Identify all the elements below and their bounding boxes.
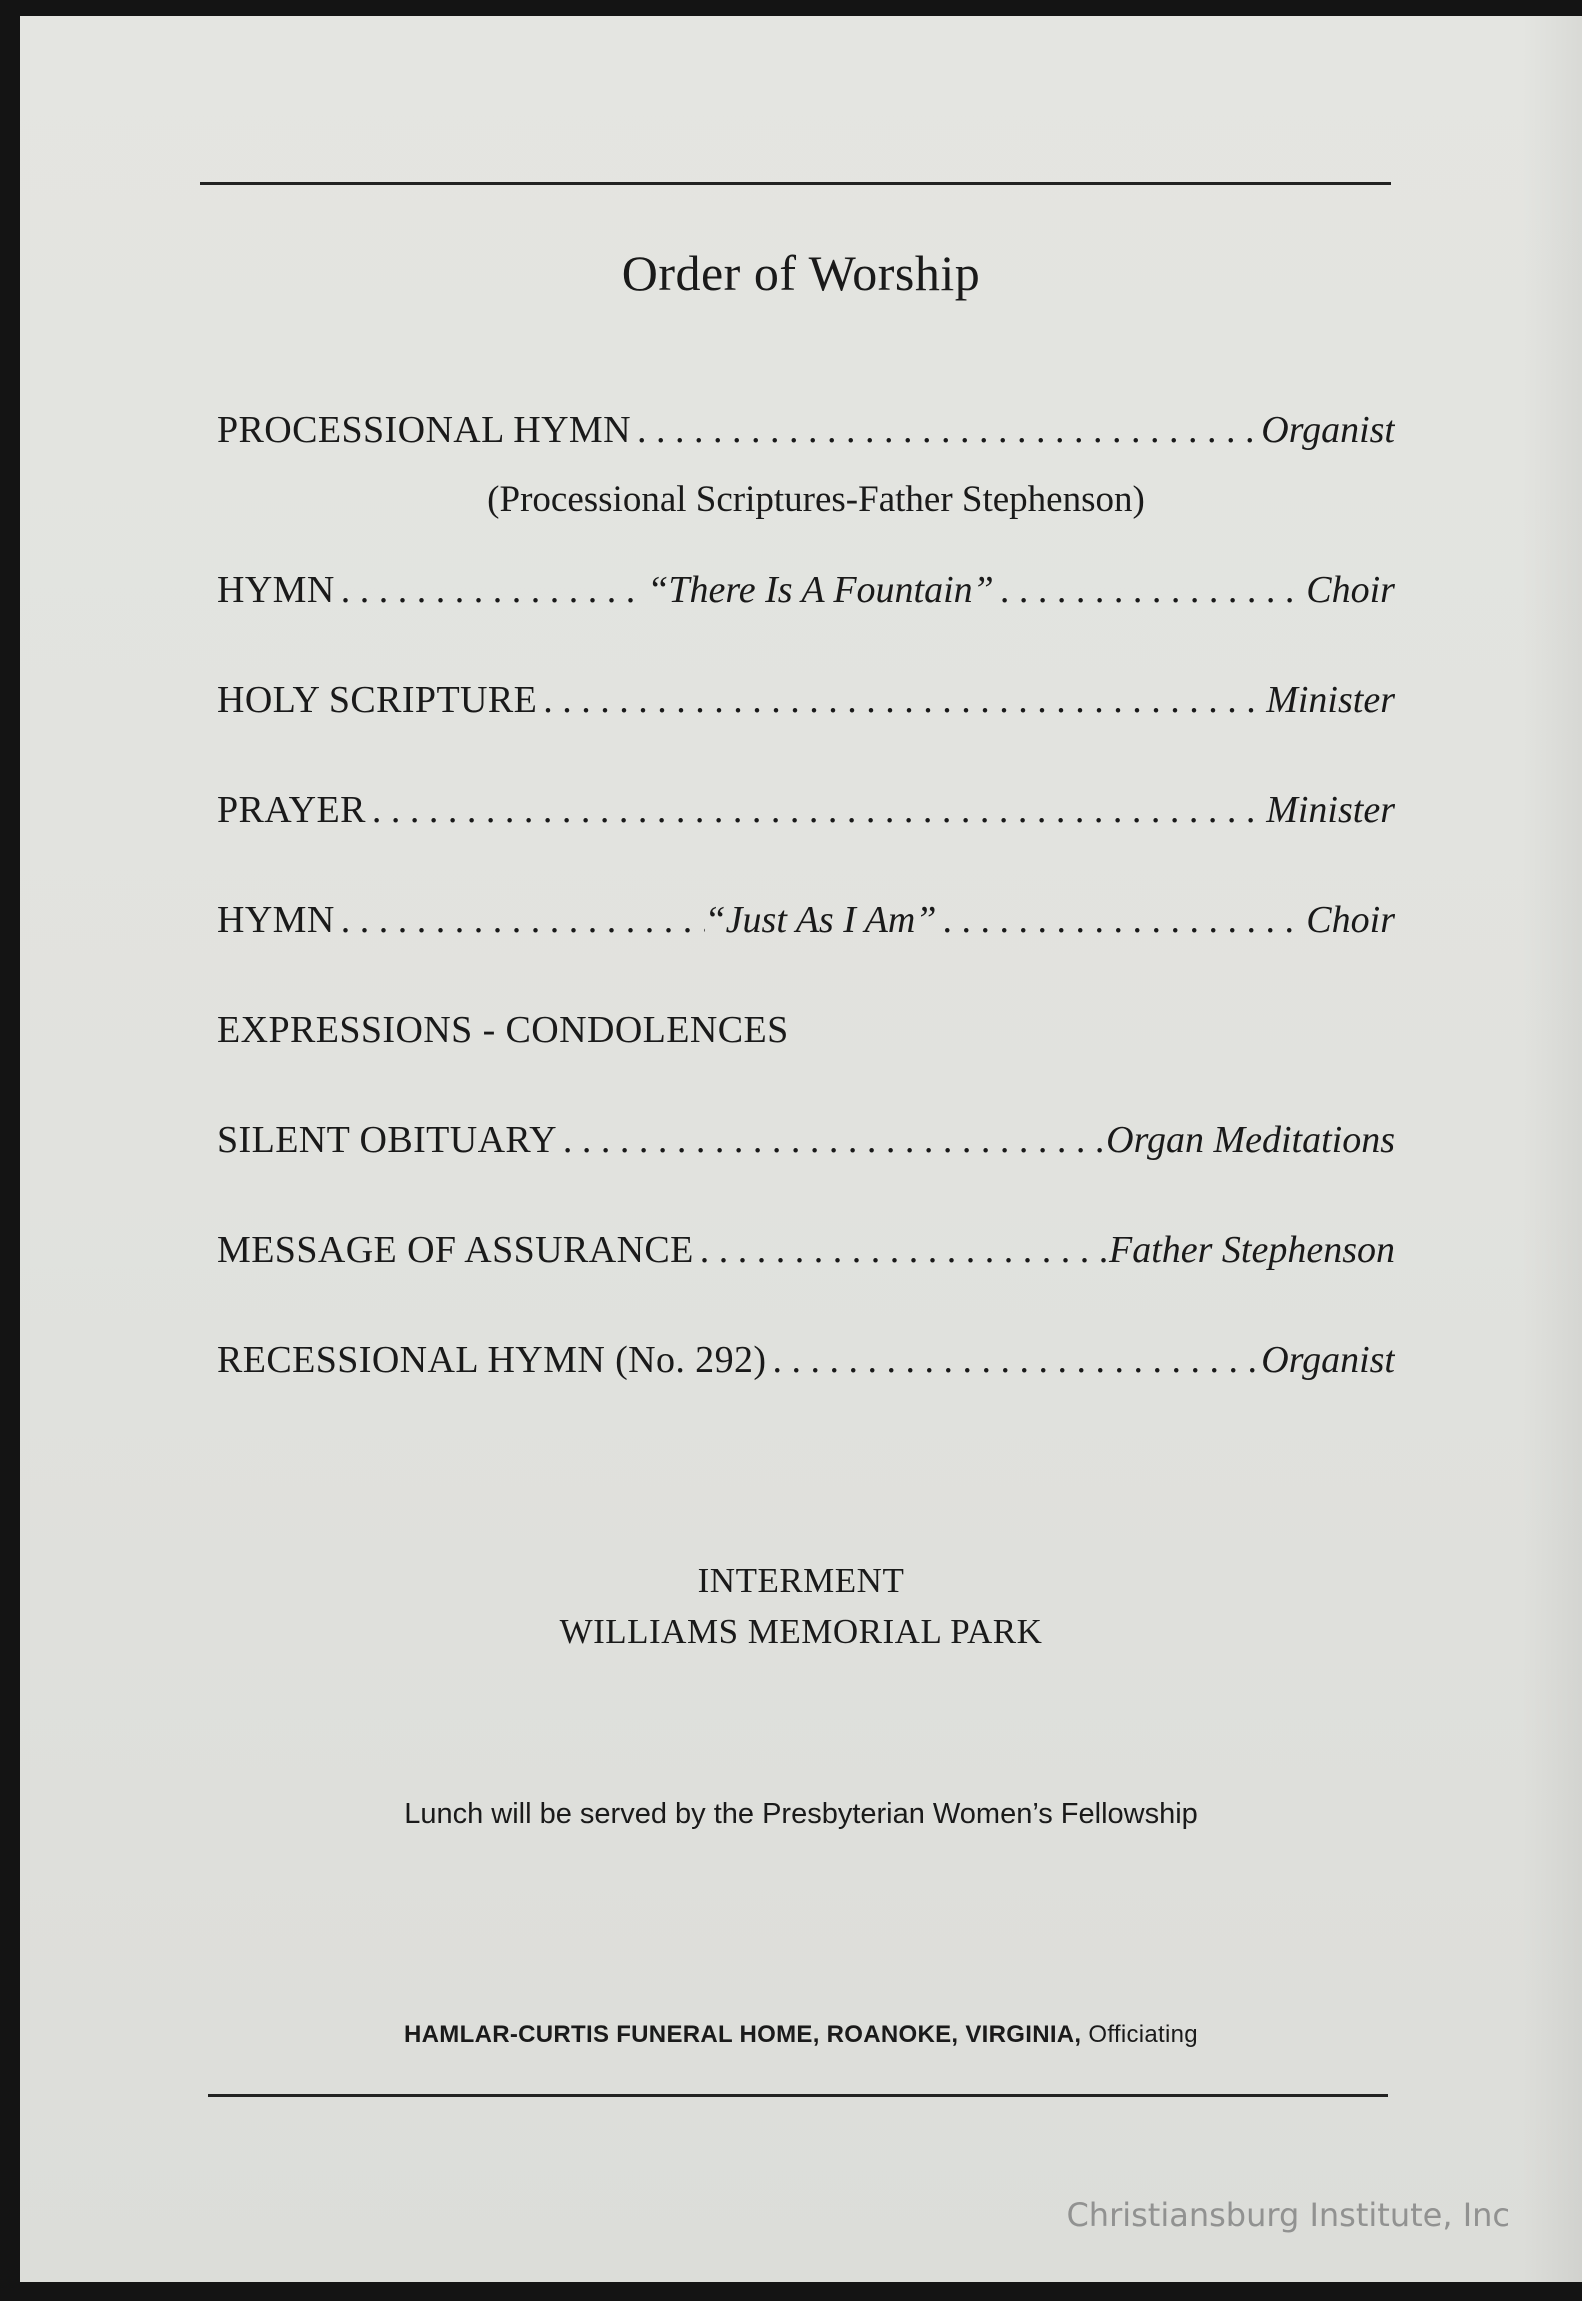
item-role: Choir bbox=[1306, 569, 1395, 611]
item-label: HYMN bbox=[217, 569, 335, 611]
item-role: Father Stephenson bbox=[1108, 1229, 1395, 1271]
item-label: MESSAGE OF ASSURANCE bbox=[217, 1229, 694, 1271]
leader-dots bbox=[537, 678, 1266, 722]
leader-dots bbox=[766, 1338, 1261, 1382]
leader-dots bbox=[994, 568, 1306, 612]
item-role: Minister bbox=[1266, 679, 1395, 721]
program-item-prayer bbox=[217, 788, 1395, 840]
item-label: HYMN bbox=[217, 899, 335, 941]
page-edge-shadow bbox=[1522, 16, 1582, 2282]
interment-heading: INTERMENT bbox=[697, 1561, 905, 1600]
hymn-title: “Just As I Am” bbox=[704, 899, 937, 941]
leader-dots bbox=[335, 898, 705, 942]
bottom-rule bbox=[208, 2094, 1388, 2097]
program-item-message-of-assurance bbox=[217, 1228, 1395, 1280]
processional-note: (Processional Scriptures-Father Stephenson) bbox=[487, 479, 1145, 520]
item-role: Organist bbox=[1261, 409, 1395, 451]
program-item-expressions-condolences bbox=[217, 1008, 1395, 1060]
leader-dots bbox=[335, 568, 647, 612]
item-role: Organ Meditations bbox=[1106, 1119, 1395, 1161]
item-label: SILENT OBITUARY bbox=[217, 1119, 557, 1161]
item-role: Choir bbox=[1306, 899, 1395, 941]
hymn-title: “There Is A Fountain” bbox=[647, 569, 994, 611]
officiating-label: Officiating bbox=[1088, 2021, 1198, 2048]
funeral-home-name: HAMLAR-CURTIS FUNERAL HOME, ROANOKE, VIRGINIA, bbox=[404, 2021, 1082, 2048]
top-rule bbox=[200, 182, 1391, 185]
interment-location: WILLIAMS MEMORIAL PARK bbox=[559, 1612, 1043, 1651]
program-item-processional-hymn bbox=[217, 408, 1395, 460]
lunch-note: Lunch will be served by the Presbyterian Women’s Fellowship bbox=[404, 1798, 1198, 1830]
funeral-home-credit bbox=[20, 2021, 1582, 2049]
leader-dots bbox=[366, 788, 1266, 832]
item-label: EXPRESSIONS - CONDOLENCES bbox=[217, 1009, 789, 1051]
item-label: RECESSIONAL HYMN (No. 292) bbox=[217, 1339, 767, 1381]
leader-dots bbox=[694, 1228, 1109, 1272]
program-page bbox=[20, 16, 1582, 2282]
leader-dots bbox=[631, 408, 1261, 452]
item-role: Organist bbox=[1261, 1339, 1395, 1381]
program-item-recessional-hymn bbox=[217, 1338, 1395, 1390]
watermark-text: Christiansburg Institute, Inc bbox=[1066, 2196, 1510, 2234]
item-label: PROCESSIONAL HYMN bbox=[217, 409, 631, 451]
leader-dots bbox=[557, 1118, 1106, 1162]
item-role: Minister bbox=[1266, 789, 1395, 831]
page-title: Order of Worship bbox=[621, 245, 981, 301]
program-item-hymn-just-as-i-am bbox=[217, 898, 1395, 950]
program-item-silent-obituary bbox=[217, 1118, 1395, 1170]
program-item-holy-scripture bbox=[217, 678, 1395, 730]
item-label: HOLY SCRIPTURE bbox=[217, 679, 538, 721]
program-item-hymn-fountain bbox=[217, 568, 1395, 620]
item-label: PRAYER bbox=[217, 789, 366, 831]
leader-dots bbox=[936, 898, 1306, 942]
